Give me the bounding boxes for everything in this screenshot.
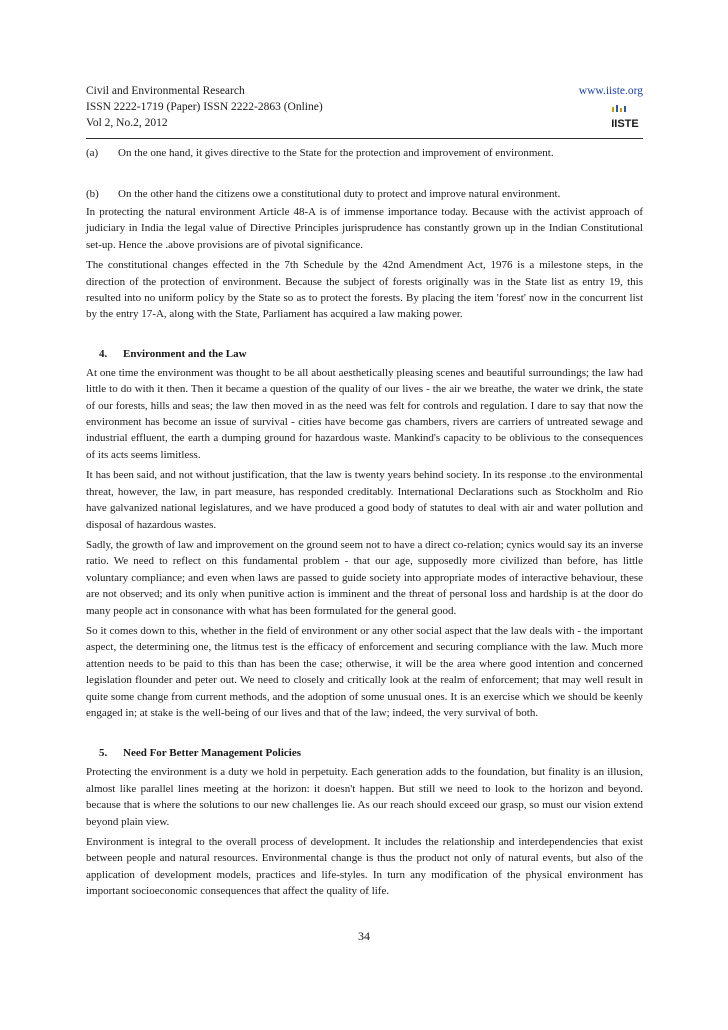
section-heading — [86, 346, 643, 362]
page-header — [86, 83, 643, 139]
paragraph: It has been said, and not without justification, that the law is twenty years behind society. In its response .to the environmental threat, however, the law, in part measure, has responded creditably. International Declarations such as Stockholm and Rio have galvanized national legislatures, and we have produced a good body of statutes to deal with air and water pollution and disposal of hazardous wastes. — [86, 469, 643, 531]
section-heading — [86, 745, 643, 761]
issn-line: ISSN 2222-1719 (Paper) ISSN 2222-2863 (Online) — [86, 101, 323, 113]
page-content — [86, 143, 643, 900]
section-title: Need For Better Management Policies — [123, 747, 301, 760]
list-item-text: On the other hand the citizens owe a constitutional duty to protect and improve natural environment. — [118, 188, 561, 200]
paragraph: Sadly, the growth of law and improvement on the ground seem not to have a direct co-relation; cynics would say its an inverse ratio. We need to reflect on this fundamental problem - that our age, supposedly more civilized than before, has little voluntary compliance; and even when laws are passed to guide society into appropriate modes of interactive behaviour, these are not observed; and its only when punitive action is imminent and the threat of personal loss and hardship is at the door do many people act in consonance with what has been formulated for the general good. — [86, 538, 643, 617]
list-item-label: (b) — [86, 188, 99, 200]
logo-text: IISTE — [611, 118, 639, 129]
list-item-a — [86, 145, 643, 161]
volume-line: Vol 2, No.2, 2012 — [86, 117, 168, 129]
section-number: 5. — [99, 747, 108, 760]
paragraph: Protecting the environment is a duty we hold in perpetuity. Each generation adds to the foundation, but finality is an illusion, almost like parallel lines meeting at the horizon: it doesn't happen. But still we need to look to the horizon and beyond. because that is where the solutions to our new challenges lie. As our reach should exceed our grasp, so must our vision extend beyond plain view. — [86, 766, 643, 828]
paragraph: So it comes down to this, whether in the field of environment or any other social aspect that the law deals with - the important aspect, the determining one, the litmus test is the efficacy of enforcement and securing compliance with the law. Much more attention needs to be paid to this than has been the case; otherwise, it will be the area where good intention and concerned legislation flounder and peter out. We need to closely and critically look at the realm of enforcement; that may well result in quite some change from current methods, and the adoption of some unusual ones. It is an exercise which we should be keenly engaged in; at stake is the well-being of our lives and that of the law; indeed, the very survival of both. — [86, 624, 643, 719]
paragraph: The constitutional changes effected in the 7th Schedule by the 42nd Amendment Act, 1976 is a milestone steps, in the direction of the protection of environment. Because the subject of forests originally was in the State list as entry 19, this resulted into no uniform policy by the State so as to protect the forests. By placing the item 'forest' now in the concurrent list by the entry 17-A, along with the State, Parliament has acquired a law making power. — [86, 259, 643, 321]
iiste-logo — [611, 105, 639, 129]
logo-bar-4 — [624, 106, 626, 112]
page-number: 34 — [358, 929, 370, 943]
paragraph: At one time the environment was thought to be all about aesthetically pleasing scenes and beautiful surroundings; the law had little to do with it then. Then it became a question of the quality of our lives - the air we breathe, the water we drink, the state of our forests, hills and seas; the law then moved in as the need was felt for controls and regulation. I dare to say that now the environment has become an issue of survival - cities have become gas chambers, rivers are carriers of untreated sewage and industrial effluent, the earth a dumping ground for hazardous waste. Mankind's capacity to be oblivious to the consequences of its acts seems limitless. — [86, 366, 643, 461]
list-item-b — [86, 186, 643, 202]
journal-title: Civil and Environmental Research — [86, 85, 245, 97]
logo-bar-2 — [616, 105, 618, 112]
section-number: 4. — [99, 347, 108, 360]
logo-bar-3 — [620, 108, 622, 112]
list-item-text: On the one hand, it gives directive to the State for the protection and improvement of environment. — [118, 147, 554, 159]
paragraph: Environment is integral to the overall process of development. It includes the relationship and interdependencies that exist between people and natural resources. Environmental change is thus the product not only of natural events, but also of the application of development models, practices and life-styles. In turn any modification of the physical environment has important socioeconomic consequences that affect the quality of life. — [86, 836, 643, 898]
journal-url-link[interactable]: www.iiste.org — [578, 85, 643, 97]
section-title: Environment and the Law — [123, 347, 247, 360]
logo-bar-1 — [612, 107, 614, 112]
paragraph: In protecting the natural environment Article 48-A is of immense importance today. Because with the activist approach of judiciary in India the legal value of Directive Principles jurisprudence has constantly grown up in the Indian Constitutional set-up. Hence the .above provisions are of pivotal significance. — [86, 206, 643, 251]
list-item-label: (a) — [86, 147, 99, 159]
